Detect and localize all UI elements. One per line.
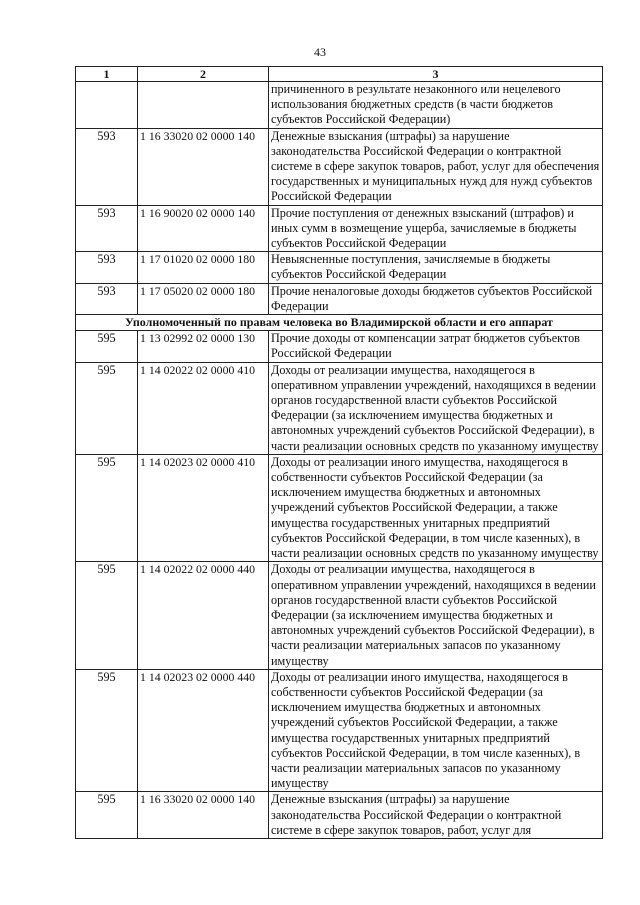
- revenue-code-cell: [138, 82, 269, 129]
- admin-code-cell: 595: [76, 331, 138, 362]
- table-row: [76, 362, 603, 454]
- revenue-name-cell: Денежные взыскания (штрафы) за нарушение законодательства Российской Федерации о контрактной системе в сфере закупок товаров, работ, услуг для: [269, 792, 603, 839]
- table-row: [76, 331, 603, 362]
- page-number: 43: [314, 45, 326, 59]
- table-row: [76, 792, 603, 839]
- table-header-row: [76, 67, 603, 82]
- table-row: [76, 669, 603, 792]
- table-row: [76, 205, 603, 252]
- admin-code-cell: 595: [76, 669, 138, 792]
- column-header-2: 2: [138, 67, 269, 82]
- admin-code-cell: 593: [76, 205, 138, 252]
- admin-code-cell: 593: [76, 283, 138, 314]
- admin-code-cell: 595: [76, 454, 138, 561]
- revenue-name-cell: Доходы от реализации иного имущества, находящегося в собственности субъектов Российской Федерации (за исключением имущества бюджетных и автономных учреждений субъектов Российской Федерации, а также имущества государственных унитарных предприятий субъектов Российской Федерации, в том числе казенных), в части реализации основных средств по указанному имуществу: [269, 454, 603, 561]
- revenue-name-cell: Невыясненные поступления, зачисляемые в бюджеты субъектов Российской Федерации: [269, 252, 603, 283]
- revenue-name-cell: Доходы от реализации имущества, находящегося в оперативном управлении учреждений, находящихся в ведении органов государственной власти субъектов Российской Федерации (за исключением имущества бюджетных и автономных учреждений субъектов Российской Федерации), в части реализации основных средств по указанному имуществу: [269, 362, 603, 454]
- table-row: [76, 252, 603, 283]
- table-row: [76, 562, 603, 669]
- revenue-code-cell: 1 14 02022 02 0000 410: [138, 362, 269, 454]
- column-header-3: 3: [269, 67, 603, 82]
- column-header-1: 1: [76, 67, 138, 82]
- section-heading-row: [76, 315, 603, 331]
- revenue-code-cell: 1 17 05020 02 0000 180: [138, 283, 269, 314]
- admin-code-cell: 593: [76, 252, 138, 283]
- revenue-code-cell: 1 17 01020 02 0000 180: [138, 252, 269, 283]
- revenue-name-cell: Денежные взыскания (штрафы) за нарушение законодательства Российской Федерации о контрактной системе в сфере закупок товаров, работ, услуг для обеспечения государственных и муниципальных нужд для нужд субъектов Российской Федерации: [269, 128, 603, 205]
- admin-code-cell: 595: [76, 792, 138, 839]
- revenue-name-cell: Доходы от реализации имущества, находящегося в оперативном управлении учреждений, находящихся в ведении органов государственной власти субъектов Российской Федерации (за исключением имущества бюджетных и автономных учреждений субъектов Российской Федерации), в части реализации материальных запасов по указанному имуществу: [269, 562, 603, 669]
- table-row: [76, 128, 603, 205]
- admin-code-cell: [76, 82, 138, 129]
- revenue-name-cell: Прочие неналоговые доходы бюджетов субъектов Российской Федерации: [269, 283, 603, 314]
- revenue-name-cell: Доходы от реализации иного имущества, находящегося в собственности субъектов Российской Федерации (за исключением имущества бюджетных и автономных учреждений субъектов Российской Федерации, а также имущества государственных унитарных предприятий субъектов Российской Федерации, в том числе казенных), в части реализации материальных запасов по указанному имуществу: [269, 669, 603, 792]
- table-row: [76, 454, 603, 561]
- table-row: [76, 82, 603, 129]
- revenue-code-cell: 1 14 02023 02 0000 410: [138, 454, 269, 561]
- revenue-name-cell: Прочие доходы от компенсации затрат бюджетов субъектов Российской Федерации: [269, 331, 603, 362]
- revenue-codes-table: [75, 66, 603, 839]
- revenue-code-cell: 1 16 33020 02 0000 140: [138, 792, 269, 839]
- revenue-code-cell: 1 14 02023 02 0000 440: [138, 669, 269, 792]
- admin-code-cell: 595: [76, 562, 138, 669]
- revenue-code-cell: 1 16 90020 02 0000 140: [138, 205, 269, 252]
- revenue-name-cell: причиненного в результате незаконного или нецелевого использования бюджетных средств (в части бюджетов субъектов Российской Федерации): [269, 82, 603, 129]
- revenue-code-cell: 1 14 02022 02 0000 440: [138, 562, 269, 669]
- admin-code-cell: 593: [76, 128, 138, 205]
- revenue-name-cell: Прочие поступления от денежных взысканий (штрафов) и иных сумм в возмещение ущерба, зачисляемые в бюджеты субъектов Российской Федерации: [269, 205, 603, 252]
- section-heading: Уполномоченный по правам человека во Владимирской области и его аппарат: [76, 315, 603, 331]
- revenue-code-cell: 1 13 02992 02 0000 130: [138, 331, 269, 362]
- revenue-code-cell: 1 16 33020 02 0000 140: [138, 128, 269, 205]
- admin-code-cell: 595: [76, 362, 138, 454]
- table-row: [76, 283, 603, 314]
